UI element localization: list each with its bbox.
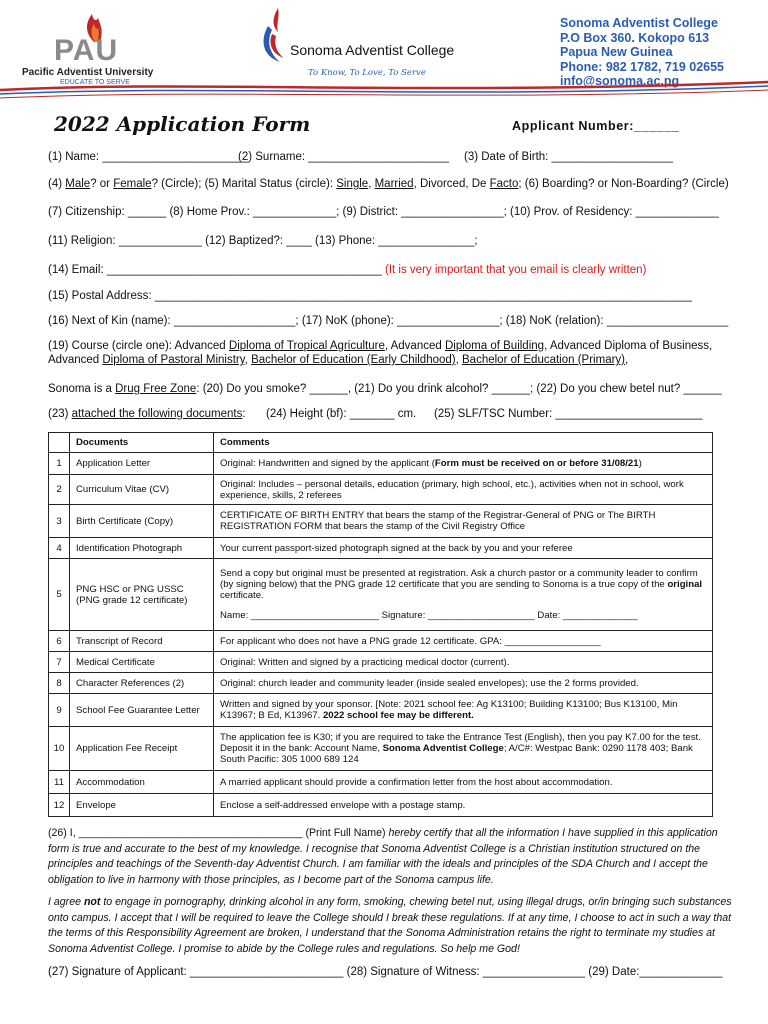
table-row: 11 Accommodation A married applicant should provide a confirmation letter from the host about accommodation. (49, 771, 713, 794)
header-comments: Comments (214, 433, 713, 453)
table-row: 6 Transcript of Record For applicant who does not have a PNG grade 12 certificate. GPA: __________________ (49, 631, 713, 652)
contact-college: Sonoma Adventist College (560, 16, 718, 30)
email-note: (It is very important that you email is clearly written) (385, 264, 647, 276)
table-row: 10 Application Fee Receipt The application fee is K30; if you are required to take the Entrance Test (English), then you pay K7.00 for the test. Deposit it in the bank: Account Name, Sonoma Adventist College; A/C#: Westpac Bank: 0290 1178 403; Bank South Pacific: 305 1000 689 124 (49, 727, 713, 771)
full-name-field[interactable]: (26) I, ______________________________________ (Print Full Name) (48, 827, 389, 839)
pau-tagline: EDUCATE TO SERVE (60, 79, 130, 86)
contact-box: P.O Box 360. Kokopo 613 (560, 30, 710, 45)
contact-country: Papua New Guinea (560, 45, 673, 59)
signature-line[interactable]: (27) Signature of Applicant: ________________________ (28) Signature of Witness: ________________ (29) Date:_____________ (48, 966, 723, 978)
sac-tagline: To Know, To Love, To Serve (308, 68, 426, 78)
header-documents: Documents (70, 433, 214, 453)
table-row: 9 School Fee Guarantee Letter Written and signed by your sponsor. [Note: 2021 school fee: Ag K13100; Building K13100; Bus K13100, Min K13967; B Ed, K13967. 2022 school fee may be different. (49, 694, 713, 727)
table-row: 4 Identification Photograph Your current passport-sized photograph signed at the back by you and your referee (49, 538, 713, 559)
form-title: 2022 Application Form (54, 112, 311, 136)
contact-phone: Phone: 982 1782, 719 02655 (560, 59, 725, 74)
slf-field[interactable]: (25) SLF/TSC Number: _______________________ (434, 408, 703, 420)
table-row: 7 Medical Certificate Original: Written and signed by a practicing medical doctor (current). (49, 652, 713, 673)
table-header-row (49, 433, 713, 453)
table-row: 8 Character References (2) Original: church leader and community leader (inside sealed envelopes); use the 2 forms provided. (49, 673, 713, 694)
name-field[interactable]: (1) Name: _______________________ (48, 151, 250, 163)
header-swoosh (0, 76, 768, 106)
declaration-paragraph[interactable]: (26) I, ______________________________________ (Print Full Name) hereby certify that all the information I have supplied in this application form is true and accurate to the best of my knowledge. I recognise that Sonoma Adventist College is a Christian institution structured on the principles and teachings of the Seventh-day Adventist Church. I am familiar with the ideals and principles of the SDA Church and I accept the obligation to live in harmony with those principles, as I become part of the Sonoma campus life. (48, 827, 718, 886)
table-row: 2 Curriculum Vitae (CV) Original: Includes – personal details, education (primary, high school, etc.), activities when not in school, work experience, skills, 2 referees (49, 475, 713, 505)
header-num (49, 433, 70, 453)
postal-address-field[interactable]: (15) Postal Address: ____________________________________________________________________________________ (48, 290, 692, 302)
table-row: 3 Birth Certificate (Copy) CERTIFICATE OF BIRTH ENTRY that bears the stamp of the Registrar-General of PNG or The BIRTH REGISTRATION FORM that bears the stamp of the Civil Registry Office (49, 505, 713, 538)
surname-field[interactable]: (2) Surname: ______________________ (238, 151, 450, 163)
applicant-number-field[interactable]: Applicant Number:______ (512, 119, 680, 133)
course-line-2[interactable]: Advanced Diploma of Pastoral Ministry, Bachelor of Education (Early Childhood), Bachelor of Education (Primary), (48, 354, 629, 366)
documents-table (48, 432, 713, 817)
sac-name: Sonoma Adventist College (290, 42, 455, 58)
gender-marital-line[interactable]: (4) Male? or Female? (Circle); (5) Marital Status (circle): Single, Married, Divorced, De Facto; (6) Boarding? or Non-Boarding? (Circle) (48, 178, 729, 190)
table-row: 1 Application Letter Original: Handwritten and signed by the applicant (Form must be received on or before 31/08/21) (49, 453, 713, 475)
attached-docs-line: (23) attached the following documents: (48, 408, 246, 420)
dob-field[interactable]: (3) Date of Birth: ___________________ (464, 151, 674, 163)
email-line[interactable] (48, 264, 646, 276)
course-line-1[interactable]: (19) Course (circle one): Advanced Diploma of Tropical Agriculture, Advanced Diploma of Building, Advanced Diploma of Business, (48, 340, 713, 352)
citizenship-line[interactable]: (7) Citizenship: ______ (8) Home Prov.: _____________; (9) District: ________________; (10) Prov. of Residency: _____________ (48, 206, 719, 218)
table-row: 5 PNG HSC or PNG USSC (PNG grade 12 certificate) Send a copy but original must be presented at registration. Ask a church pastor or a community leader to confirm (by signing below) that the PNG grade 12 certificate that you are sending to Sonoma is a true copy of the original certificate. Name: ________________________ Signature: ____________________ Date: ______________ (49, 559, 713, 631)
contact-email: info@sonoma.ac.pg (560, 74, 680, 88)
sac-logo (258, 4, 468, 84)
height-field[interactable]: (24) Height (bf): _______ cm. (266, 408, 417, 420)
drug-free-line[interactable]: Sonoma is a Drug Free Zone: (20) Do you smoke? ______, (21) Do you drink alcohol? ______; (22) Do you chew betel nut? ______ (48, 383, 722, 395)
pau-name: Pacific Adventist University (22, 67, 154, 78)
table-row: 12 Envelope Enclose a self-addressed envelope with a postage stamp. (49, 794, 713, 817)
pau-monogram: PAU (54, 34, 119, 67)
religion-line[interactable]: (11) Religion: _____________ (12) Baptized?: ____ (13) Phone: _______________; (48, 235, 478, 247)
agreement-paragraph: I agree not to engage in pornography, drinking alcohol in any form, smoking, chewing betel nut, using illegal drugs, or/in bringing such substances onto campus. I accept that I will be required to leave the College should I break these regulations. If at any time, I choose to act in such a way that the terms of this Responsibility Agreement are broken, I understand that the Sonoma Administration retains the right to terminate my studies at Sonoma Adventist College. I promise to abide by the College rules and regulations. So help me God! (48, 896, 732, 955)
email-field[interactable]: (14) Email: ___________________________________________ (48, 264, 382, 276)
next-of-kin-line[interactable]: (16) Next of Kin (name): ___________________; (17) NoK (phone): ________________; (18) NoK (relation): ___________________ (48, 315, 729, 327)
